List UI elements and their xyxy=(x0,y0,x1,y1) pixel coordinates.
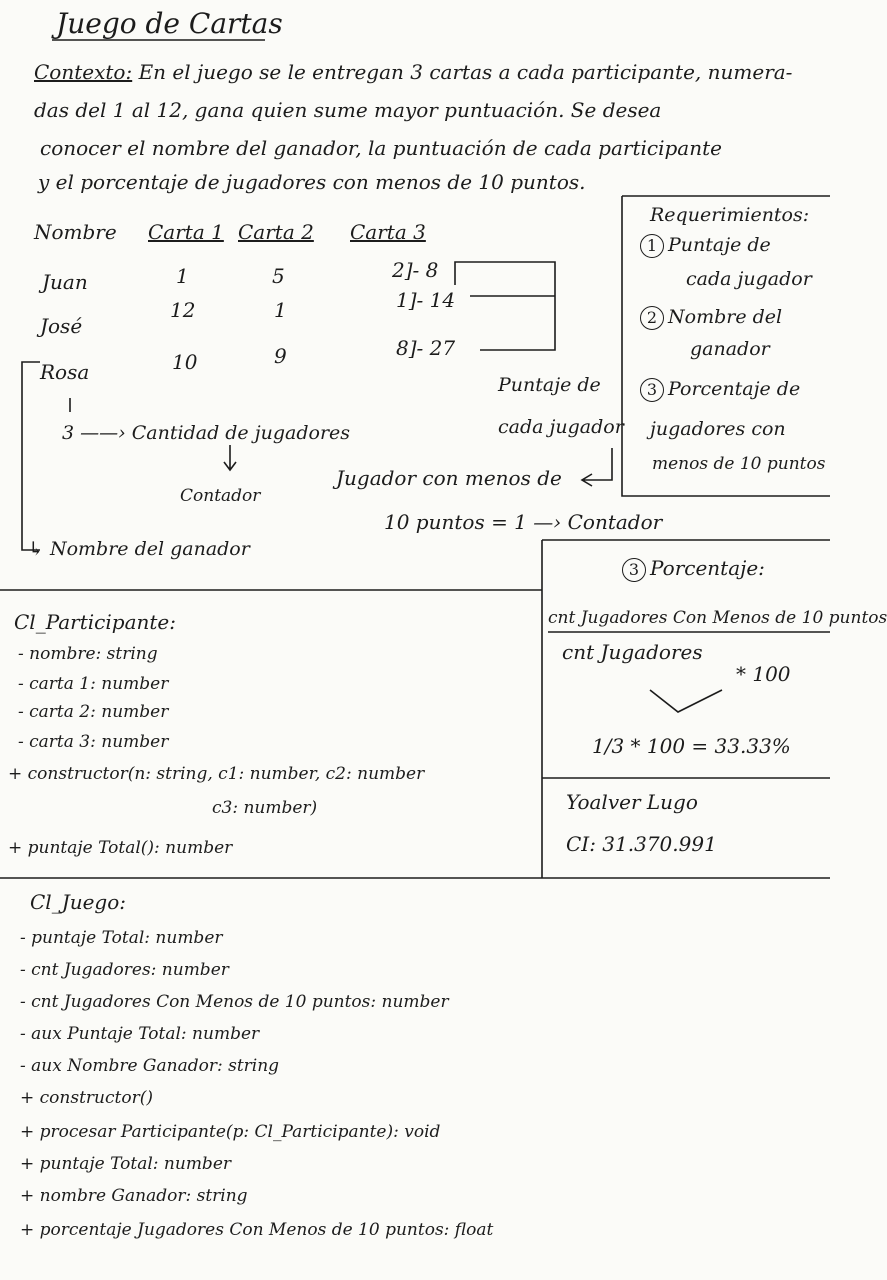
number-badge: 1 xyxy=(640,234,664,258)
note-cantidad: 3 ——› Cantidad de jugadores xyxy=(62,422,351,444)
context-line-3: conocer el nombre del ganador, la puntuación de cada participante xyxy=(40,136,722,160)
row-c2: 9 xyxy=(274,344,287,368)
requirement-text: menos de 10 puntos xyxy=(652,454,826,474)
row-c3: 8]- 27 xyxy=(396,336,456,360)
col-header-carta-2: Carta 2 xyxy=(238,220,314,244)
class2-attr: + puntaje Total: number xyxy=(20,1154,232,1174)
context-label: Contexto: xyxy=(34,60,133,84)
note-contador: Contador xyxy=(180,486,261,506)
class2-attr: + porcentaje Jugadores Con Menos de 10 puntos: float xyxy=(20,1220,494,1240)
class1-attr: c3: number) xyxy=(212,798,318,818)
col-header-carta-3: Carta 3 xyxy=(350,220,426,244)
row-name: José xyxy=(40,314,83,338)
class2-attr: + procesar Participante(p: Cl_Participante): void xyxy=(20,1122,441,1142)
page-title: Juego de Cartas xyxy=(56,7,283,40)
col-header-nombre: Nombre xyxy=(34,220,117,244)
note-puntaje: Puntaje de xyxy=(498,374,601,396)
row-name: Juan xyxy=(42,270,88,294)
bracket-winner xyxy=(22,362,40,550)
percent-numerator: cnt Jugadores Con Menos de 10 puntos xyxy=(548,608,887,628)
row-c2: 5 xyxy=(272,264,285,288)
requirement-text: Nombre del xyxy=(668,306,783,328)
class1-attr: + puntaje Total(): number xyxy=(8,838,233,858)
class2-title: Cl_Juego: xyxy=(30,890,127,914)
requirement-text: jugadores con xyxy=(650,418,786,440)
author-name: Yoalver Lugo xyxy=(566,790,698,814)
row-c3: 1]- 14 xyxy=(396,288,456,312)
class1-attr: - carta 1: number xyxy=(18,674,169,694)
author-ci: CI: 31.370.991 xyxy=(566,832,717,856)
requirement-item xyxy=(640,378,800,402)
bracket-score xyxy=(455,262,555,350)
number-badge: 3 xyxy=(640,378,664,402)
context-line-1: En el juego se le entregan 3 cartas a cada participante, numera- xyxy=(138,60,793,84)
percent-box xyxy=(542,540,830,878)
col-header-carta-1: Carta 1 xyxy=(148,220,224,244)
note-jugador-menos: Jugador con menos de xyxy=(336,466,562,490)
note-nombre-ganador: ↳ Nombre del ganador xyxy=(28,538,250,560)
percent-times: * 100 xyxy=(736,662,791,686)
class1-attr: - carta 3: number xyxy=(18,732,169,752)
percent-title: Porcentaje: xyxy=(650,556,765,580)
class1-attr: + constructor(n: string, c1: number, c2: number xyxy=(8,764,425,784)
row-c2: 1 xyxy=(274,298,287,322)
note-cada-jugador: cada jugador xyxy=(498,416,624,438)
class2-attr: - aux Nombre Ganador: string xyxy=(20,1056,280,1076)
requirement-item xyxy=(640,306,782,330)
row-c1: 12 xyxy=(170,298,196,322)
row-name: Rosa xyxy=(40,360,90,384)
context-paragraph xyxy=(34,62,792,82)
class2-attr: - puntaje Total: number xyxy=(20,928,223,948)
percent-result: 1/3 * 100 = 33.33% xyxy=(592,734,791,758)
row-c1: 1 xyxy=(176,264,189,288)
row-c1: 10 xyxy=(172,350,198,374)
percent-heading xyxy=(622,558,765,582)
requirements-title: Requerimientos: xyxy=(650,204,810,226)
context-line-4: y el porcentaje de jugadores con menos de 10 puntos. xyxy=(38,170,586,194)
class1-attr: - carta 2: number xyxy=(18,702,169,722)
class1-attr: - nombre: string xyxy=(18,644,158,664)
context-line-2: das del 1 al 12, gana quien sume mayor puntuación. Se desea xyxy=(34,98,662,122)
class2-attr: - cnt Jugadores: number xyxy=(20,960,229,980)
class1-title: Cl_Participante: xyxy=(14,610,176,634)
class2-attr: - aux Puntaje Total: number xyxy=(20,1024,260,1044)
requirement-text: Puntaje de xyxy=(668,234,771,256)
class2-attr: + constructor() xyxy=(20,1088,153,1108)
requirement-text: cada jugador xyxy=(686,268,812,290)
percent-denominator: cnt Jugadores xyxy=(562,640,703,664)
class2-attr: - cnt Jugadores Con Menos de 10 puntos: number xyxy=(20,992,449,1012)
row-c3: 2]- 8 xyxy=(392,258,439,282)
requirement-text: Porcentaje de xyxy=(668,378,801,400)
requirement-text: ganador xyxy=(690,338,770,360)
requirement-item xyxy=(640,234,771,258)
note-diez-puntos: 10 puntos = 1 —› Contador xyxy=(384,510,663,534)
number-badge: 2 xyxy=(640,306,664,330)
class2-attr: + nombre Ganador: string xyxy=(20,1186,248,1206)
number-badge: 3 xyxy=(622,558,646,582)
